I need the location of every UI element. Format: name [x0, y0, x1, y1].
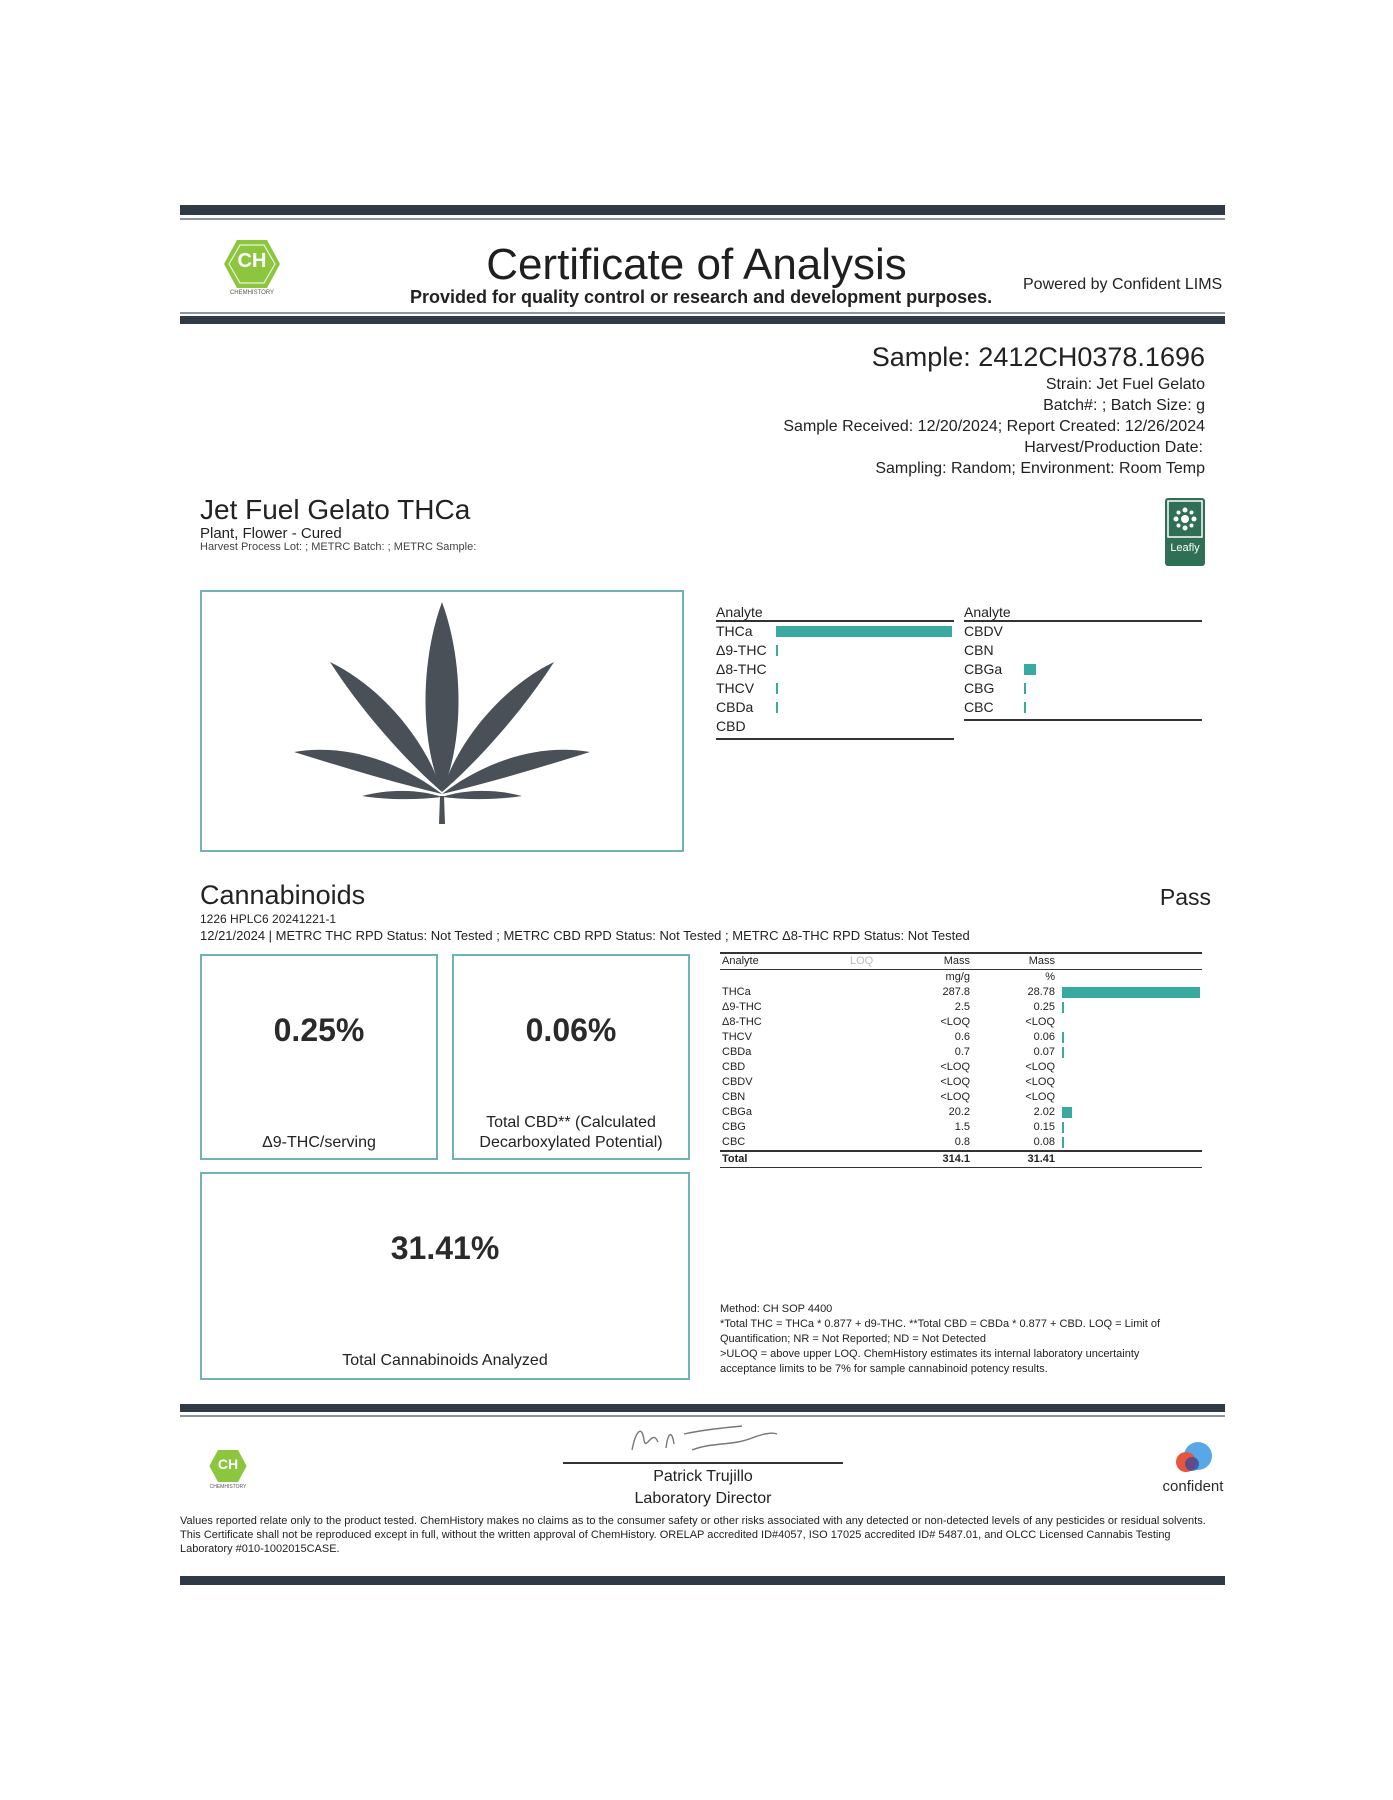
overview-left-row-Δ8-THC: [716, 660, 954, 679]
note-line-3: >ULOQ = above upper LOQ. ChemHistory estimates its internal laboratory uncertainty: [720, 1348, 1140, 1360]
overview-right-bottom-rule: [964, 719, 1202, 721]
note-line-4: acceptance limits to be 7% for sample cannabinoid potency results.: [720, 1363, 1048, 1375]
footer-chemhistory-logo: [208, 1448, 248, 1492]
cell-pct: <LOQ: [1025, 1076, 1055, 1088]
table-units: [720, 970, 1202, 985]
cell-mg: 0.8: [954, 1136, 970, 1148]
table-row: [720, 1075, 1202, 1090]
cell-bar: [1062, 1032, 1064, 1043]
overview-right-bar: [1024, 683, 1026, 694]
overview-left-label: THCV: [716, 680, 755, 696]
final-rule: [180, 1576, 1225, 1585]
signature-scribble: [622, 1420, 782, 1465]
cell-mg: <LOQ: [940, 1061, 970, 1073]
cell-pct: <LOQ: [1025, 1091, 1055, 1103]
cell-bar: [1062, 987, 1200, 998]
cell-analyte: CBDV: [722, 1076, 753, 1088]
cell-analyte: Δ9-THC: [722, 1001, 762, 1013]
cell-mg: 0.7: [954, 1046, 970, 1058]
overview-left-label: Δ9-THC: [716, 642, 767, 658]
total-pct: 31.41: [1027, 1153, 1055, 1165]
disclaimer-text: Values reported relate only to the product tested. ChemHistory makes no claims as to the consumer safety or other risks associated with any detected or non-detected levels of any pesticides or residual solvents. This Certificate shall not be reproduced except in full, without the written approval of ChemHistory. ORELAP accredited ID#4057, ISO 17025 accredited ID# 5487.01, and OLCC Licensed Cannabis Testing Laboratory #010-1002015CASE.: [180, 1515, 1206, 1555]
header-mass-mg: Mass: [943, 955, 970, 967]
sample-id: Sample: 2412CH0378.1696: [871, 342, 1205, 372]
cell-pct: 0.15: [1033, 1121, 1055, 1133]
cell-analyte: CBG: [722, 1121, 746, 1133]
sample-harvest: Harvest/Production Date:: [1024, 439, 1203, 456]
cell-bar: [1062, 1107, 1072, 1118]
table-row: [720, 1015, 1202, 1030]
header-rule-thin: [180, 312, 1225, 314]
cell-pct: 0.07: [1033, 1046, 1055, 1058]
footer-logo-initials: CH: [217, 1456, 239, 1472]
cell-analyte: CBD: [722, 1061, 746, 1073]
table-header: [720, 952, 1202, 970]
overview-left-label: THCa: [716, 623, 753, 639]
product-type: Plant, Flower - Cured: [200, 525, 342, 542]
unit-mg: mg/g: [945, 971, 970, 983]
leafly-flower-icon: [1165, 498, 1205, 540]
confident-wordmark: confident: [1162, 1478, 1224, 1495]
overview-left-label: CBDa: [716, 699, 754, 715]
powered-by: Powered by Confident LIMS: [1023, 276, 1223, 293]
table-row: [720, 1000, 1202, 1015]
cell-mg: 1.5: [954, 1121, 970, 1133]
cell-mg: <LOQ: [940, 1091, 970, 1103]
total-cannabinoids-label: Total Cannabinoids Analyzed: [342, 1352, 548, 1369]
confident-circles-icon: [1148, 1440, 1238, 1476]
table-row: [720, 1030, 1202, 1045]
sample-sampling: Sampling: Random; Environment: Room Temp: [875, 460, 1205, 477]
total-cbd-label-2: Decarboxylated Potential): [479, 1134, 663, 1151]
bottom-rule-thin: [180, 1415, 1225, 1417]
unit-pct: %: [1045, 971, 1055, 983]
cell-pct: 0.06: [1033, 1031, 1055, 1043]
bottom-rule: [180, 1404, 1225, 1412]
header-loq: LOQ: [850, 955, 874, 967]
overview-right-bar: [1024, 664, 1036, 675]
signature-line: [563, 1462, 843, 1464]
cell-pct: 28.78: [1027, 986, 1055, 998]
overview-left-row-THCV: [716, 679, 954, 698]
overview-left-row-Δ9-THC: [716, 641, 954, 660]
total-analyte: Total: [722, 1153, 748, 1165]
cell-pct: 0.08: [1033, 1136, 1055, 1148]
table-row: [720, 985, 1202, 1000]
cell-bar: [1062, 1137, 1064, 1148]
cell-analyte: THCa: [722, 986, 751, 998]
overview-left-row-CBD: [716, 717, 954, 736]
overview-right-label: CBG: [964, 680, 995, 696]
overview-right-label: CBN: [964, 642, 994, 658]
total-mg: 314.1: [942, 1153, 970, 1165]
overview-right-label: CBC: [964, 699, 994, 715]
total-cannabinoids-value: 31.41%: [390, 1230, 500, 1266]
thc-serving-value: 0.25%: [273, 1012, 365, 1048]
cell-analyte: CBN: [722, 1091, 746, 1103]
cell-pct: 0.25: [1033, 1001, 1055, 1013]
method-line: Method: CH SOP 4400: [720, 1303, 833, 1315]
page-subtitle: Provided for quality control or research and development purposes.: [410, 287, 993, 307]
table-row: [720, 1120, 1202, 1135]
cell-mg: 20.2: [948, 1106, 970, 1118]
overview-left-bar: [776, 645, 778, 656]
analyte-overview-right: [964, 604, 1202, 721]
table-row: [720, 1105, 1202, 1120]
cell-analyte: CBC: [722, 1136, 746, 1148]
confident-logo: [1148, 1440, 1238, 1500]
cell-mg: 0.6: [954, 1031, 970, 1043]
cell-mg: 287.8: [942, 986, 970, 998]
header-mass-pct: Mass: [1028, 955, 1055, 967]
signer-role: Laboratory Director: [634, 1490, 772, 1507]
header-rule: [180, 316, 1225, 324]
overview-left-label: CBD: [716, 718, 746, 734]
cell-analyte: CBGa: [722, 1106, 752, 1118]
table-total-row: [720, 1150, 1202, 1168]
cell-mg: <LOQ: [940, 1076, 970, 1088]
section-title-cannabinoids: Cannabinoids: [200, 880, 366, 910]
top-rule-thin: [180, 218, 1225, 220]
overview-right-label: CBGa: [964, 661, 1003, 677]
results-table: [720, 952, 1202, 1168]
sample-received: Sample Received: 12/20/2024; Report Created: 12/26/2024: [783, 418, 1205, 435]
cell-pct: <LOQ: [1025, 1061, 1055, 1073]
cell-analyte: CBDa: [722, 1046, 752, 1058]
sample-strain: Strain: Jet Fuel Gelato: [1045, 376, 1205, 393]
table-row: [720, 1060, 1202, 1075]
table-row: [720, 1135, 1202, 1150]
signer-name: Patrick Trujillo: [653, 1468, 753, 1485]
thc-serving-label: Δ9-THC/serving: [262, 1134, 376, 1151]
top-rule: [180, 205, 1225, 215]
overview-left-row-CBDa: [716, 698, 954, 717]
note-line-2: Quantification; NR = Not Reported; ND = Not Detected: [720, 1333, 986, 1345]
cell-bar: [1062, 1002, 1064, 1013]
result-status-badge: Pass: [1159, 884, 1211, 910]
page-title: Certificate of Analysis: [486, 240, 907, 289]
overview-right-row-CBC: [964, 698, 1202, 717]
logo-initials: CH: [237, 250, 267, 272]
product-lots: Harvest Process Lot: ; METRC Batch: ; METRC Sample:: [200, 541, 477, 553]
overview-left-bottom-rule: [716, 738, 954, 740]
product-name: Jet Fuel Gelato THCa: [200, 494, 471, 525]
leafly-text: Leafly: [1170, 542, 1200, 554]
overview-left-label: Δ8-THC: [716, 661, 767, 677]
cell-mg: <LOQ: [940, 1016, 970, 1028]
header-analyte: Analyte: [722, 955, 759, 967]
leafly-badge: [1165, 498, 1205, 566]
instrument-line: 1226 HPLC6 20241221-1: [200, 912, 337, 926]
overview-right-row-CBG: [964, 679, 1202, 698]
cell-analyte: Δ8-THC: [722, 1016, 762, 1028]
cell-mg: 2.5: [954, 1001, 970, 1013]
total-cbd-label-1: Total CBD** (Calculated: [486, 1114, 656, 1131]
overview-right-row-CBGa: [964, 660, 1202, 679]
total-cbd-box: [452, 954, 690, 1160]
overview-right-row-CBDV: [964, 622, 1202, 641]
thc-serving-box: [200, 954, 438, 1160]
cell-pct: <LOQ: [1025, 1016, 1055, 1028]
analyte-header-right: Analyte: [964, 604, 1202, 622]
total-cannabinoids-box: [200, 1172, 690, 1380]
cell-analyte: THCV: [722, 1031, 752, 1043]
overview-left-bar: [776, 683, 778, 694]
overview-left-row-THCa: [716, 622, 954, 641]
total-cbd-value: 0.06%: [525, 1012, 617, 1048]
cell-pct: 2.02: [1033, 1106, 1055, 1118]
overview-left-bar: [776, 702, 778, 713]
method-notes: [720, 1302, 1210, 1377]
signature-icon: [622, 1420, 782, 1460]
sample-batch: Batch#: ; Batch Size: g: [1043, 397, 1205, 414]
cell-bar: [1062, 1122, 1064, 1133]
cannabis-leaf-icon: [202, 592, 682, 850]
overview-left-bar: [776, 626, 952, 637]
footer-logo-caption: CHEMHISTORY: [209, 1484, 247, 1490]
analyte-overview-left: [716, 604, 954, 740]
overview-right-bar: [1024, 702, 1026, 713]
overview-right-label: CBDV: [964, 623, 1003, 639]
rpd-status-line: 12/21/2024 | METRC THC RPD Status: Not Tested ; METRC CBD RPD Status: Not Tested ; METRC Δ8-THC RPD Status: Not Tested: [200, 928, 970, 943]
leaf-image-box: [200, 590, 684, 852]
logo-caption: CHEMHISTORY: [229, 290, 275, 296]
analyte-header-left: Analyte: [716, 604, 954, 622]
overview-right-row-CBN: [964, 641, 1202, 660]
cell-bar: [1062, 1047, 1064, 1058]
table-row: [720, 1045, 1202, 1060]
table-row: [720, 1090, 1202, 1105]
note-line-1: *Total THC = THCa * 0.877 + d9-THC. **Total CBD = CBDa * 0.877 + CBD. LOQ = Limit of: [720, 1318, 1161, 1330]
